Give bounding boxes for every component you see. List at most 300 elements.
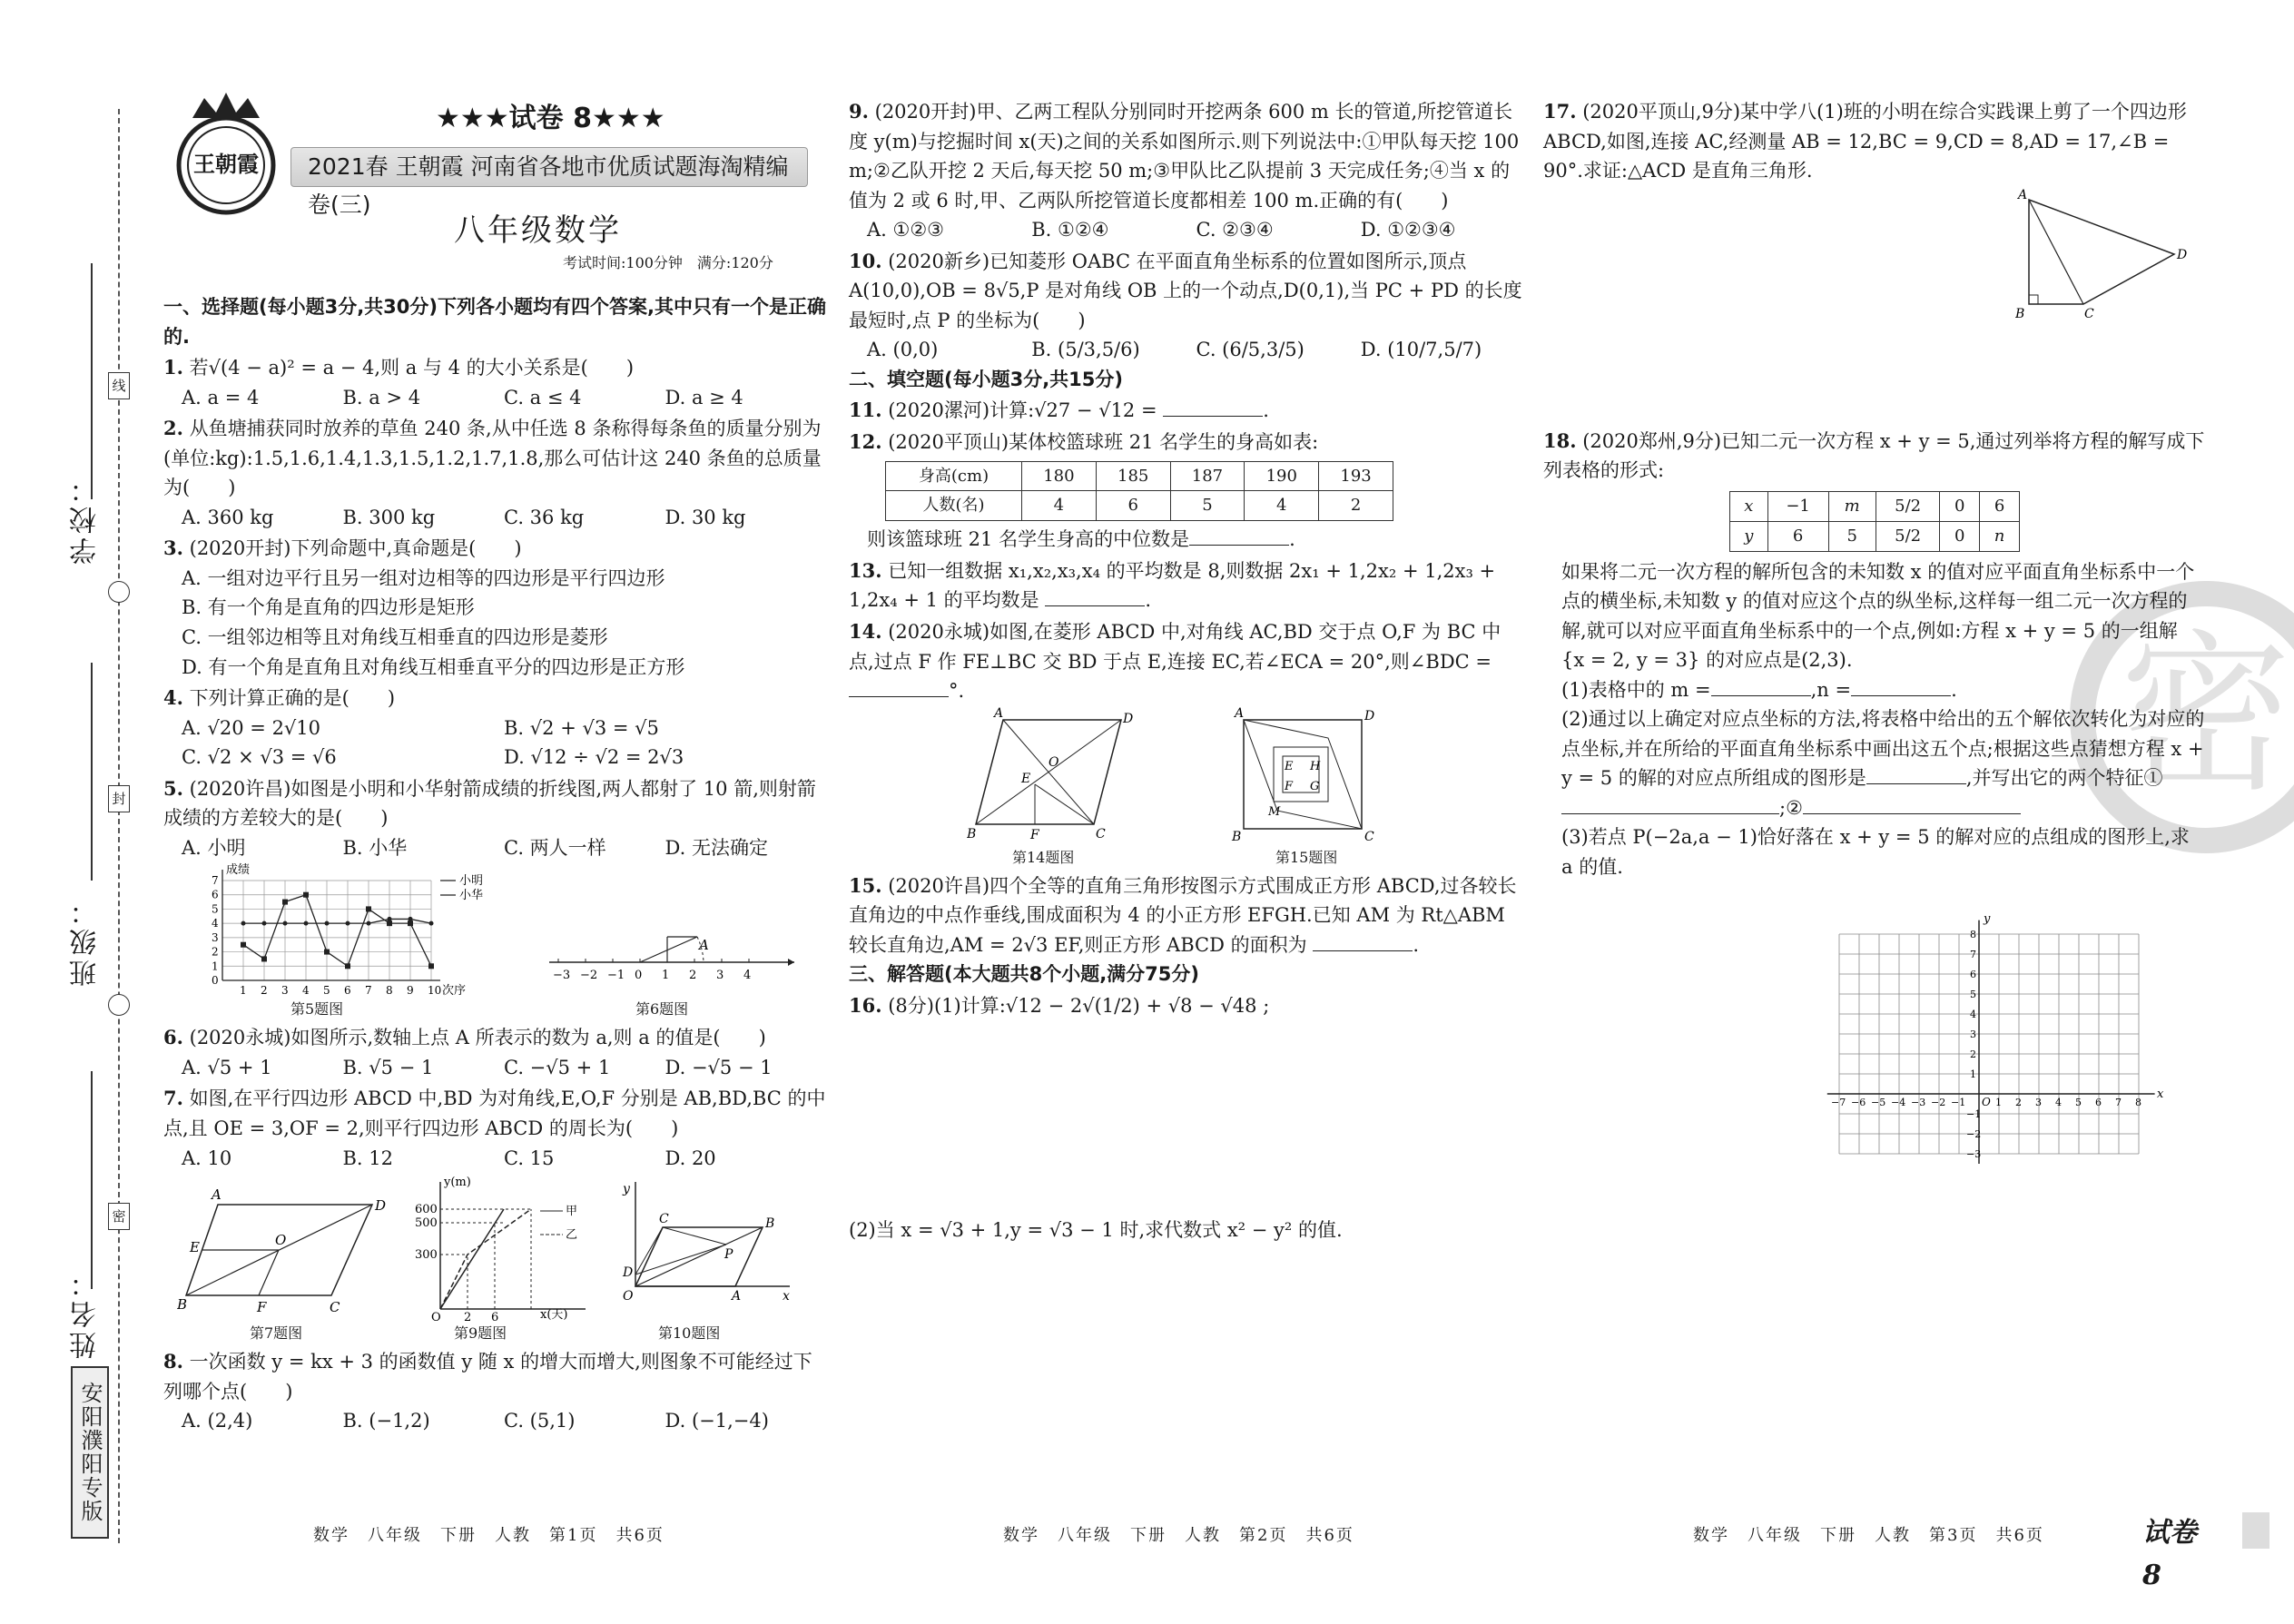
paper-label: 试卷 8 [2142,1517,2197,1591]
svg-text:A: A [994,705,1004,721]
question-5 [163,774,826,863]
table-cell: 0 [1940,521,1980,551]
y-tick-label: 3 [1970,1028,1976,1040]
y-tick-label: 6 [1970,968,1976,980]
option-b[interactable]: B. ①②④ [1031,219,1109,241]
option-d[interactable]: D. 20 [665,1147,716,1169]
school-underline [91,263,93,499]
q16-part1: (8分)(1)计算:√12 − 2√(1/2) + √8 − √48 ; [888,994,1270,1017]
x-tick-label: −1 [1951,1096,1966,1108]
x-tick-label: 1 [1995,1096,2002,1108]
q-options [163,503,826,533]
question-16 [849,991,1525,1245]
option-a[interactable]: A. √5 + 1 [182,1056,272,1078]
svg-text:H: H [1310,759,1321,773]
y-tick-label: −1 [1966,1107,1982,1120]
q-stem: (2020新乡)已知菱形 OABC 在平面直角坐标系的位置如图所示,顶点 A(10,0),OB = 8√5,P 是对角线 OB 上的一个动点,D(0,1),当 PC + PD 的长度最短时,点 P 的坐标为( ) [849,250,1522,331]
svg-text:C: C [1096,826,1106,842]
q18-part2: (2)通过以上确定对应点坐标的方法,将表格中给出的五个解依次转化为对应的点坐标,并在所给的平面直角坐标系中画出这五个点;根据这些点猜想方程 x + y = 5 的解的对应点所组成的图形是 ,并写出它的两个特征①;② [1561,708,2205,819]
option-d[interactable]: D. √12 ÷ √2 = 2√3 [504,746,684,769]
q-number: 3. [163,536,183,560]
q-stem: (2020平顶山,9分)某中学八(1)班的小明在综合实践课上剪了一个四边形 ABCD,如图,连接 AC,经测量 AB = 12,BC = 9,CD = 8,AD = 17,∠B = 90°.求证:△ACD 是直角三角形. [1543,101,2187,182]
name-label: 姓名： [70,1266,102,1359]
svg-text:D: D [1364,708,1375,723]
x-tick-label: 5 [323,984,330,998]
data-point [387,921,392,927]
question-4 [163,684,826,773]
svg-text:500: 500 [415,1216,438,1231]
x-axis-label: x [2157,1087,2164,1101]
binding-mark-dense: 密 [108,1203,130,1230]
x-tick-label: 6 [344,984,351,998]
q-number: 9. [849,100,869,123]
q-number: 12. [849,430,882,454]
x-tick-label: 4 [302,984,310,998]
exam-info: 考试时间:100分钟 满分:120分 [563,254,773,271]
q16-part2: (2)当 x = √3 + 1,y = √3 − 1 时,求代数式 x² − y² 的值. [849,1219,1343,1242]
option-b[interactable]: B. 小华 [342,836,408,859]
answer-blank-m[interactable] [1711,677,1811,696]
answer-blank[interactable] [1189,527,1289,546]
q-number: 1. [163,356,183,379]
q-number: 15. [849,873,882,897]
x-tick-label: −2 [1931,1096,1946,1108]
figure-row-5-6 [163,862,826,1021]
edition-box: 安阳濮阳专版 [71,1366,109,1539]
option-d[interactable]: D. −√5 − 1 [665,1056,773,1078]
option-b[interactable]: B. (5/3,5/6) [1031,339,1140,361]
section-1-title: 一、选择题(每小题3分,共30分)下列各小题均有四个答案,其中只有一个是正确的. [163,296,826,348]
option-d[interactable]: D. (10/7,5/7) [1360,339,1482,361]
option-c[interactable]: C. ②③④ [1196,219,1274,241]
figure-5-caption: 第5题图 [290,1000,344,1019]
svg-text:E: E [190,1239,200,1256]
x-tick-label: 9 [407,984,414,998]
answer-blank-shape[interactable] [1866,765,1966,784]
q-stem: (2020永城)如图所示,数轴上点 A 所表示的数为 a,则 a 的值是( ) [189,1027,766,1049]
svg-text:A: A [2018,187,2028,202]
x-tick-label: −6 [1851,1096,1866,1108]
tick-label: 0 [635,969,643,983]
y-tick-label: 4 [1970,1008,1976,1020]
data-point [346,921,350,926]
q-stem: 从鱼塘捕获同时放养的草鱼 240 条,从中任选 8 条称得每条鱼的质量分别为(单位:kg):1.5,1.6,1.4,1.3,1.5,1.2,1.7,1.8,那么可估计这 240 条鱼的总质量为( ) [163,418,822,499]
x-tick-label: −3 [1911,1096,1926,1108]
table-cell: −1 [1767,491,1828,521]
figure-9-x-label: x(天) [540,1308,568,1323]
data-point [325,921,330,926]
footer-page-2: 数学 八年级 下册 人教 第2页 共6页 [1003,1526,1354,1545]
y-tick-label: 5 [1970,988,1976,1000]
q-stem: (2020许昌)如图是小明和小华射箭成绩的折线图,两人都射了 10 箭,则射箭成绩的方差较大的是( ) [163,777,816,830]
answer-blank-feature-2[interactable] [1803,795,2021,814]
x-tick-label: −4 [1891,1096,1906,1108]
tick-label: 1 [662,969,670,983]
tick-label: −2 [580,969,598,983]
option-c[interactable]: C. √2 × √3 = √6 [182,746,337,769]
series-title: 2021春 王朝霞 河南省各地市优质试题海淘精编卷(三) [290,147,808,187]
svg-text:C: C [659,1212,669,1227]
data-point [241,921,246,926]
option-b[interactable]: B. 有一个角是直角的四边形是矩形 [182,596,475,619]
q-stem: (2020开封)下列命题中,真命题是( ) [189,537,522,560]
q-number: 11. [849,399,882,422]
y-tick-label: 2 [1970,1048,1976,1060]
question-11 [849,396,1525,426]
figure-9-yi: 乙 [566,1228,578,1243]
answer-blank[interactable] [1163,398,1263,417]
q-number: 6. [163,1026,183,1049]
data-point [241,942,246,948]
svg-text:C: C [330,1299,340,1316]
data-point [429,921,434,926]
table-cell: 5 [1828,521,1876,551]
answer-blank[interactable] [849,678,949,697]
option-d[interactable]: D. 无法确定 [665,836,768,859]
option-b[interactable]: B. a > 4 [342,386,421,408]
x-tick-label: 6 [2095,1096,2102,1108]
data-point [366,907,371,912]
option-a[interactable]: A. (2,4) [182,1410,253,1432]
y-tick-label: 5 [212,902,219,916]
q-end: . [1263,399,1269,422]
svg-text:A: A [1235,705,1245,721]
question-9 [849,97,1525,245]
svg-text:B: B [177,1296,188,1314]
svg-text:y: y [623,1182,630,1197]
table-cell: 180 [1022,461,1097,491]
logo-text: 王朝霞 [193,151,259,177]
table-cell: m [1828,491,1876,521]
svg-text:C: C [1364,829,1374,842]
y-tick-label: 0 [212,974,219,988]
svg-text:B: B [1232,829,1242,842]
q-stem: 若√(4 − a)² = a − 4,则 a 与 4 的大小关系是( ) [189,357,635,379]
svg-text:E: E [1021,771,1031,786]
q-number: 13. [849,558,882,582]
svg-text:2: 2 [464,1311,472,1324]
y-tick-label: −2 [1966,1127,1982,1140]
answer-blank-n[interactable] [1851,677,1951,696]
page-3 [1543,0,2292,1624]
svg-text:D: D [2177,247,2188,262]
svg-text:D: D [623,1265,634,1281]
svg-text:A: A [732,1289,742,1304]
svg-text:O: O [1049,754,1059,770]
q-number: 16. [849,993,882,1017]
svg-text:F: F [1285,779,1294,793]
svg-text:E: E [1285,759,1294,773]
q-options [849,215,1525,245]
figure-9-caption: 第9题图 [454,1324,507,1343]
binding-dashed-line [118,109,120,1543]
table-cell: n [1980,521,2020,551]
option-c[interactable]: C. 一组邻边相等且对角线互相垂直的四边形是菱形 [182,626,608,649]
y-axis-label: 成绩 [226,863,251,878]
table-cell: 4 [1245,491,1319,521]
question-3 [163,534,826,682]
option-c[interactable]: C. 15 [504,1147,555,1169]
table-cell: 6 [1096,491,1170,521]
svg-text:C: C [2084,306,2094,321]
question-18 [1543,427,2206,882]
q-number: 7. [163,1087,183,1110]
question-6 [163,1023,826,1082]
page-2-content [849,95,1525,1245]
option-c[interactable]: C. −√5 + 1 [504,1056,611,1078]
question-17 [1543,97,2206,186]
x-tick-label: 2 [261,984,268,998]
svg-text:B: B [2015,306,2025,321]
option-a[interactable]: A. 一组对边平行且另一组对边相等的四边形是平行四边形 [182,566,665,589]
option-a[interactable]: A. 10 [182,1147,232,1169]
x-tick-label: 5 [2075,1096,2082,1108]
option-b[interactable]: B. (−1,2) [342,1410,430,1432]
data-point [283,921,288,926]
q-stem: (2020许昌)四个全等的直角三角形按图示方式围成正方形 ABCD,过各较长直角边的中点作垂线,围成面积为 4 的小正方形 EFGH.已知 AM 为 Rt△ABM 较长直角边,AM = 2√3 EF,则正方形 ABCD 的面积为 [849,874,1517,956]
q18-paragraph: 如果将二元一次方程的解所包含的未知数 x 的值对应平面直角坐标系中一个点的横坐标,未知数 y 的值对应这个点的纵坐标,这样每一组二元一次方程的解,就可以对应平面直角坐标系中的一个点,例如:方程 x + y = 5 的一组解 {x = 2, y = 3} 的对应点是(2,3). [1561,560,2195,672]
table-cell: 6 [1767,521,1828,551]
table-cell: 187 [1170,461,1245,491]
svg-text:D: D [375,1197,387,1215]
q-options [163,1053,826,1083]
svg-text:O: O [431,1311,441,1324]
series-line-1 [243,895,431,967]
table-cell: 6 [1980,491,2020,521]
y-tick-label: 3 [212,931,219,945]
option-d[interactable]: D. 有一个角是直角且对角线互相垂直平分的四边形是正方形 [182,655,685,678]
figure-14-caption: 第14题图 [1012,848,1075,866]
option-c[interactable]: C. 36 kg [504,506,585,528]
svg-text:F: F [1030,827,1039,842]
y-axis-label: y [1984,911,1991,926]
point-a-label: A [699,937,709,954]
question-7 [163,1084,826,1173]
question-13 [849,556,1525,615]
x-tick-label: 8 [386,984,393,998]
page-1 [163,0,826,1624]
y-tick-label: 6 [212,889,219,902]
svg-text:B: B [765,1216,775,1232]
section-3-title: 三、解答题(本大题共8个小题,满分75分) [849,963,1200,986]
q-number: 14. [849,619,882,643]
q18-part3: (3)若点 P(−2a,a − 1)恰好落在 x + y = 5 的解对应的点组成的图形上,求 a 的值. [1561,826,2190,878]
q-stem: (2020漯河)计算:√27 − √12 = [888,399,1157,422]
table-cell: 5/2 [1876,491,1940,521]
option-c[interactable]: C. a ≤ 4 [504,386,582,408]
q-stem: 一次函数 y = kx + 3 的函数值 y 随 x 的增大而增大,则图象不可能经过下列哪个点( ) [163,1351,812,1403]
option-c[interactable]: C. (6/5,3/5) [1196,339,1305,361]
table-cell: 5 [1170,491,1245,521]
table-row [886,491,1393,521]
binding-mark-line: 线 [108,372,130,399]
svg-text:B: B [967,826,977,842]
svg-text:D: D [1123,711,1134,726]
option-d[interactable]: D. a ≥ 4 [665,386,743,408]
svg-text:O: O [623,1289,634,1304]
footer-bar [2242,1512,2269,1549]
option-a[interactable]: A. √20 = 2√10 [182,716,321,739]
option-d[interactable]: D. 30 kg [665,506,746,528]
option-b[interactable]: B. √5 − 1 [342,1056,434,1078]
svg-text:6: 6 [491,1311,499,1324]
q-number: 4. [163,686,183,710]
binding-circle [108,581,130,603]
svg-text:P: P [724,1247,733,1263]
q-number: 8. [163,1350,183,1373]
table-cell: x [1730,491,1768,521]
svg-text:A: A [212,1186,222,1204]
table-cell: 人数(名) [886,491,1022,521]
data-point [428,964,434,969]
q-options [163,383,826,413]
y-tick-label: 7 [1970,948,1976,960]
table-cell: 5/2 [1876,521,1940,551]
tick-label: −1 [607,969,625,983]
x-tick-label: 2 [2015,1096,2022,1108]
figure-row-7-9-10 [163,1173,826,1345]
q-end: °. [949,680,965,703]
figure-14-rhombus [967,706,1139,842]
tick-label: 3 [716,969,724,983]
question-10 [849,247,1525,365]
svg-text:F: F [257,1299,267,1316]
q-stem: 下列计算正确的是( ) [189,687,396,710]
binding-circle [108,994,130,1016]
tick-label: −3 [553,969,571,983]
figure-10-caption: 第10题图 [658,1324,721,1343]
figure-6-number-line [545,881,799,999]
option-d[interactable]: D. ①②③④ [1360,219,1456,241]
q-end: . [1145,589,1152,612]
q-number: 2. [163,417,183,440]
y-tick-label: 7 [212,874,219,888]
question-12 [849,428,1525,555]
option-c[interactable]: C. (5,1) [504,1410,576,1432]
data-point [261,957,267,962]
option-b[interactable]: B. √2 + √3 = √5 [504,716,659,739]
q-options [163,714,826,773]
svg-text:M: M [1268,804,1281,819]
x-axis-label: 次序 [442,984,467,999]
figure-5-line-chart [191,862,490,999]
school-label: 学校： [70,472,102,565]
y-tick-label: −3 [1966,1147,1982,1160]
answer-space[interactable] [849,1020,1525,1216]
legend-label: 小华 [459,889,484,903]
figure-7-parallelogram [177,1177,395,1323]
svg-text:600: 600 [415,1203,438,1217]
svg-text:x: x [783,1289,790,1304]
table-cell: y [1730,521,1768,551]
answer-blank[interactable] [1313,932,1413,951]
option-a[interactable]: A. (0,0) [867,339,939,361]
q-options [163,1406,826,1436]
option-b[interactable]: B. 12 [342,1147,394,1169]
series-line-0 [243,920,431,924]
footer-page-3: 数学 八年级 下册 人教 第3页 共6页 [1693,1526,2044,1545]
table-cell: 4 [1022,491,1097,521]
subject-title: 八年级数学 [454,212,622,249]
q-end: . [1289,528,1295,551]
y-tick-label: 4 [212,917,219,930]
watermark-seal: 密 [2070,581,2294,853]
figure-row-14-15 [849,706,1525,870]
x-tick-label: 7 [2115,1096,2122,1108]
figure-10-rhombus [608,1173,799,1323]
figure-17-quadrilateral [2015,186,2197,322]
q-stem: 已知一组数据 x₁,x₂,x₃,x₄ 的平均数是 8,则数据 2x₁ + 1,2x₂ + 1,2x₃ + 1,2x₄ + 1 的平均数是 [849,559,1496,612]
q-stem: (2020平顶山)某体校篮球班 21 名学生的身高如表: [888,431,1319,454]
height-table [885,461,1393,522]
option-a[interactable]: A. ①②③ [867,219,944,241]
option-b[interactable]: B. 300 kg [342,506,436,528]
x-tick-label: 1 [240,984,247,998]
data-point [324,950,330,955]
binding-mark-seal: 封 [108,785,130,812]
page-2 [849,0,1525,1624]
binding-margin [0,0,150,1624]
class-label: 班级： [70,894,102,987]
q-end: . [1413,933,1419,956]
x-tick-label: −5 [1871,1096,1886,1108]
class-underline [91,663,93,881]
q-stem: 如图,在平行四边形 ABCD 中,BD 为对角线,E,O,F 分别是 AB,BD,BC 的中点,且 OE = 3,OF = 2,则平行四边形 ABCD 的周长为( ) [163,1088,826,1140]
option-c[interactable]: C. 两人一样 [504,836,606,859]
q-stem: (2020永城)如图,在菱形 ABCD 中,对角线 AC,BD 交于点 O,F 为 BC 中点,过点 F 作 FE⊥BC 交 BD 于点 E,连接 EC,若∠ECA = 20°,则∠BDC = [849,620,1501,673]
option-a[interactable]: A. a = 4 [182,386,260,408]
q-tail: 则该篮球班 21 名学生身高的中位数是 [867,528,1190,551]
legend-label: 小明 [459,874,484,889]
coordinate-grid [1820,901,2201,1164]
data-point [303,892,309,898]
q-number: 5. [163,776,183,800]
question-2 [163,414,826,532]
answer-blank[interactable] [1045,587,1145,606]
x-tick-label: 7 [365,984,372,998]
table-row [886,461,1393,491]
option-a[interactable]: A. 小明 [182,836,246,859]
svg-text:O: O [275,1232,287,1249]
q-number: 17. [1543,100,1577,123]
table-row [1730,491,2020,521]
section-2-title: 二、填空题(每小题3分,共15分) [849,368,1124,390]
x-tick-label: 3 [2035,1096,2042,1108]
section-1 [163,292,826,1436]
table-cell: 0 [1940,491,1980,521]
option-d[interactable]: D. (−1,−4) [665,1410,769,1432]
figure-9-work-graph [404,1173,595,1323]
y-tick-label: 1 [212,960,219,973]
y-tick-label: 2 [212,945,219,959]
q-options [163,833,826,863]
table-cell: 2 [1319,491,1393,521]
x-tick-label: 10 [428,984,442,998]
figure-7-caption: 第7题图 [250,1324,303,1343]
tick-label: 2 [689,969,697,983]
figure-9-y-label: y(m) [444,1176,471,1190]
q-number: 18. [1543,428,1577,452]
data-point [408,921,413,927]
option-a[interactable]: A. 360 kg [182,506,274,528]
q-options [849,335,1525,365]
origin-label: O [1982,1095,1991,1108]
data-point [304,921,309,926]
answer-blank-feature-1[interactable] [1561,795,1779,814]
x-tick-label: 3 [281,984,289,998]
figure-6-caption: 第6题图 [635,1000,689,1019]
q-options [163,1144,826,1174]
